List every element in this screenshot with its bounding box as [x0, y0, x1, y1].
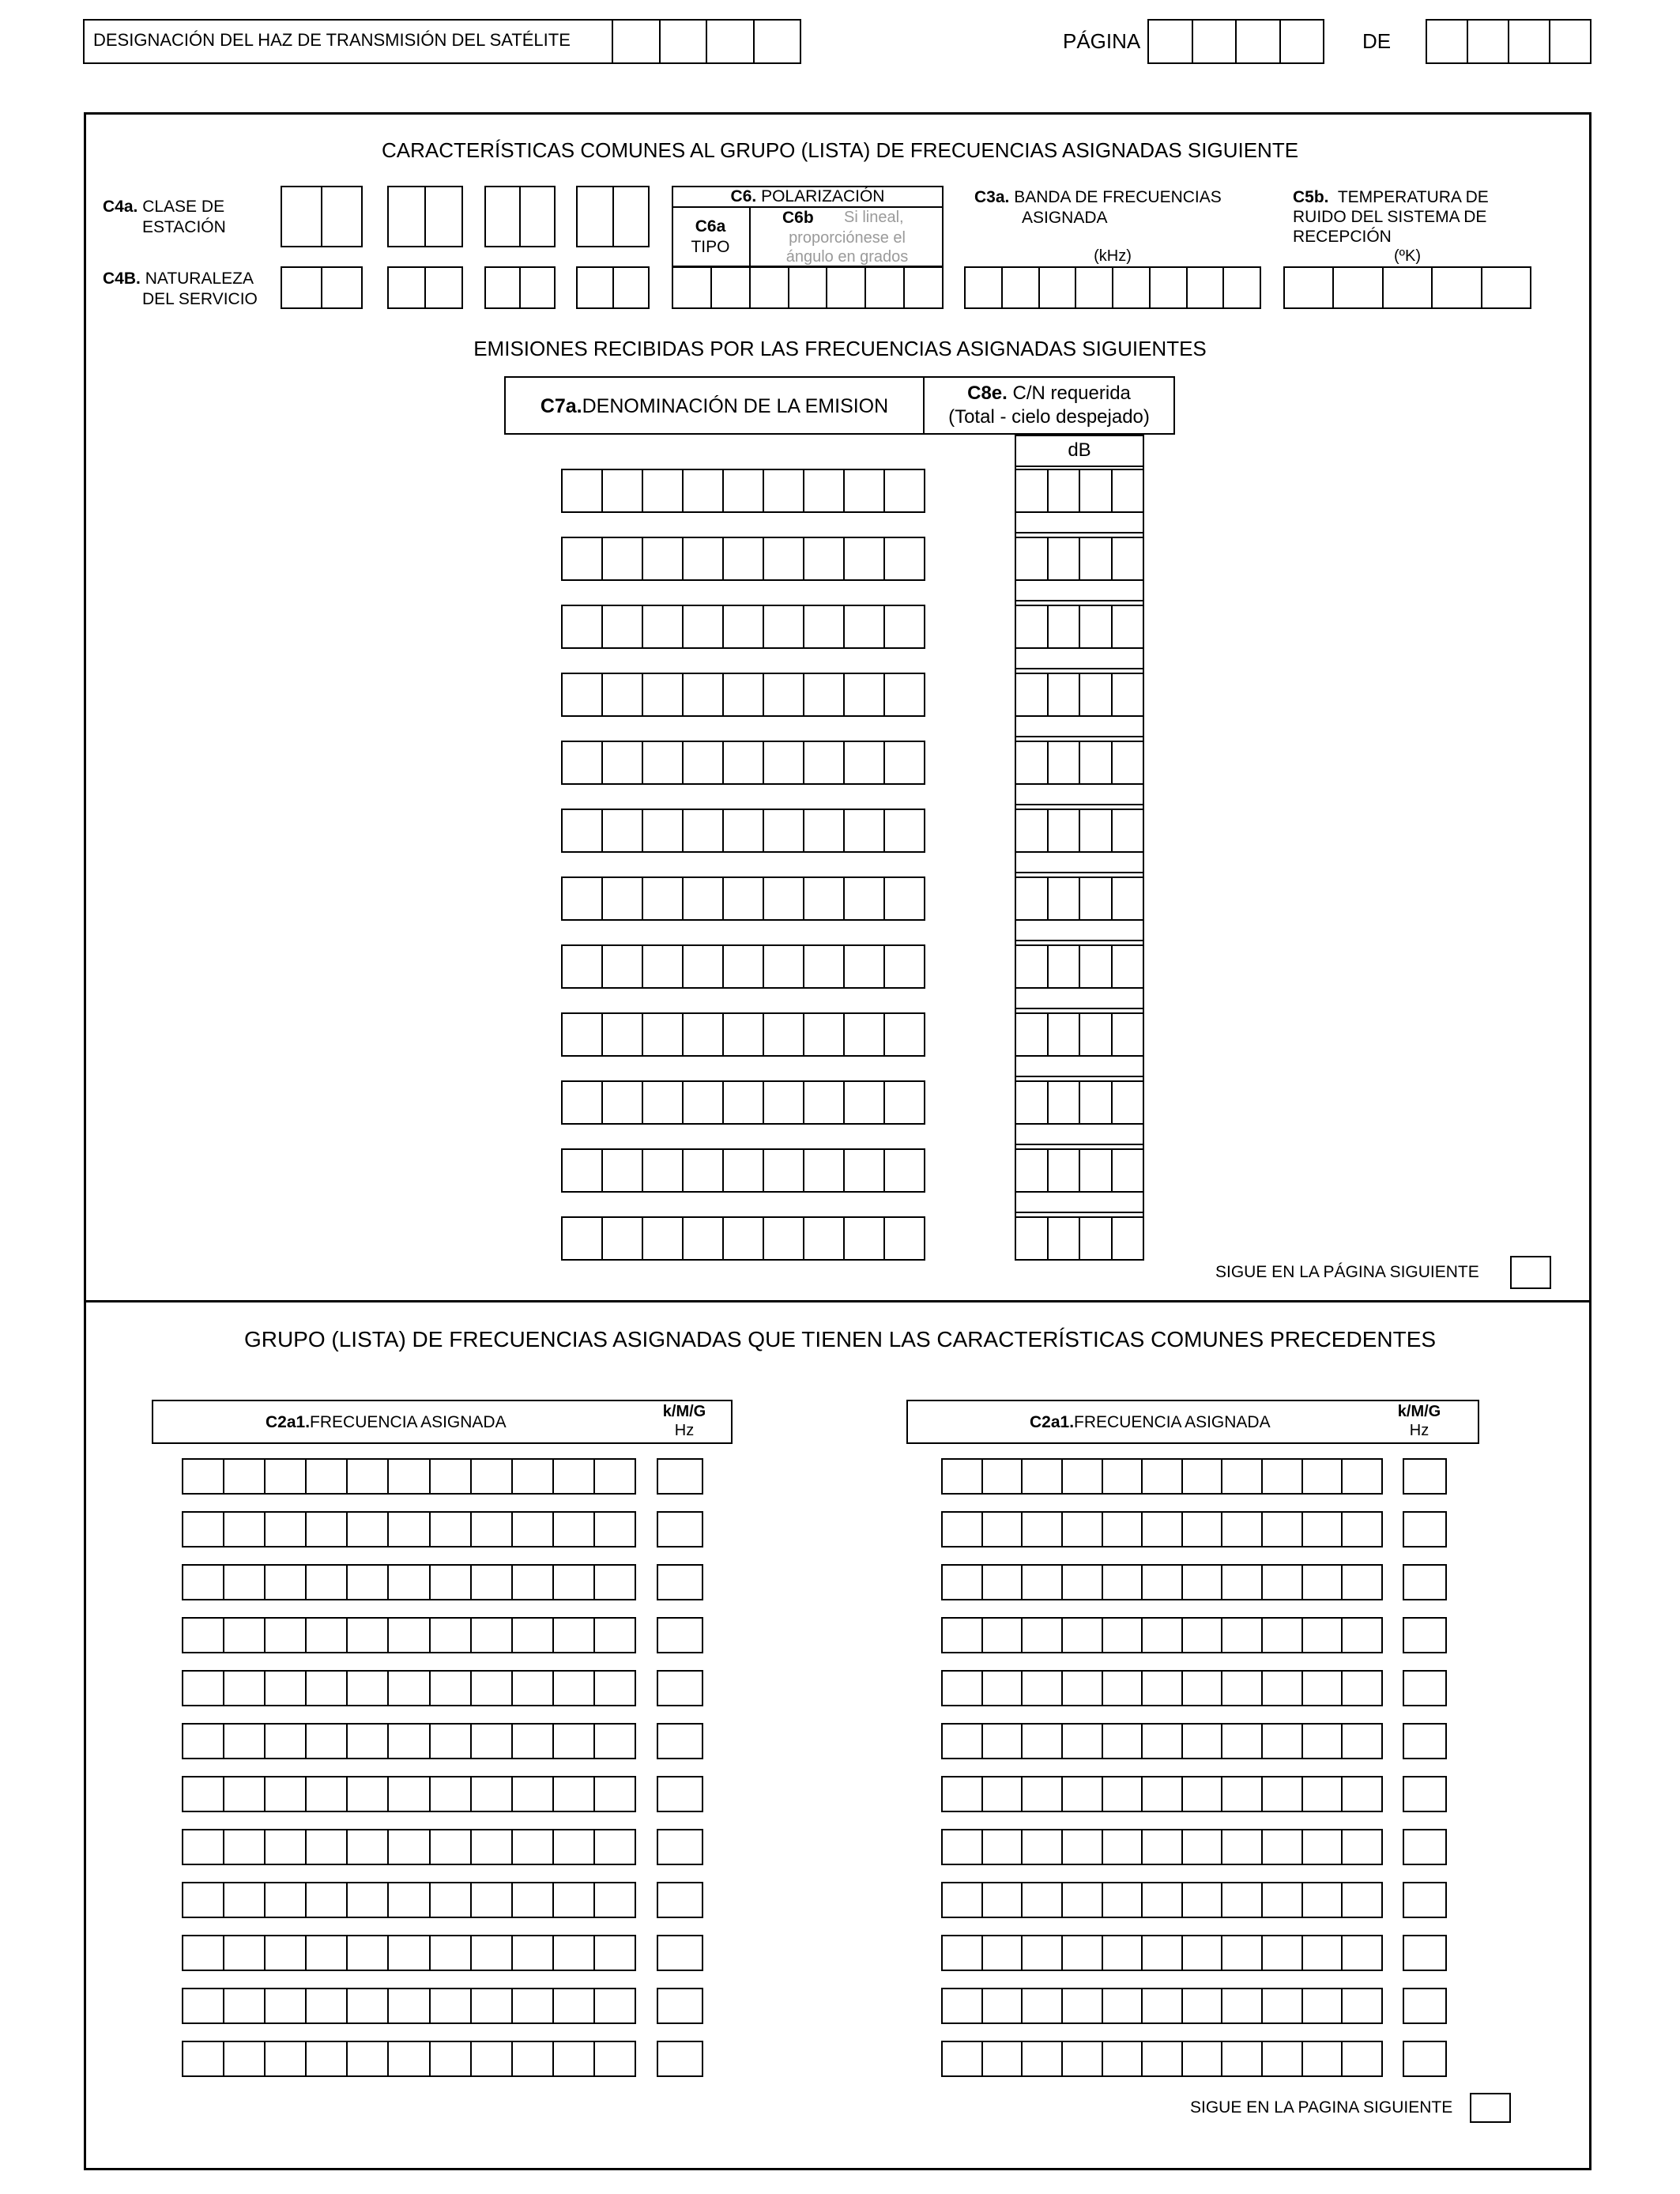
cn-required-input[interactable]: [1015, 469, 1144, 513]
freq-header-right-unit: k/M/G Hz: [1397, 1403, 1441, 1439]
c6-header-divider: [672, 206, 944, 208]
c3a-label: C3a. BANDA DE FRECUENCIAS ASIGNADA: [974, 188, 1222, 227]
unit-input-left[interactable]: [657, 1458, 703, 1495]
c8e-label: C8e. C/N requerida (Total - cielo despejado): [948, 383, 1150, 428]
db-row-separator: [1015, 940, 1144, 941]
unit-input-left[interactable]: [657, 1776, 703, 1812]
unit-input-right[interactable]: [1403, 1564, 1447, 1600]
db-row-separator: [1015, 872, 1144, 873]
emission-designation-input[interactable]: [561, 944, 925, 989]
c4a-input-4[interactable]: [576, 186, 650, 247]
unit-input-left[interactable]: [657, 1723, 703, 1759]
c6b-hint-1: Si lineal,: [844, 209, 904, 226]
c4a-label: C4a. CLASE DE ESTACIÓN: [103, 198, 226, 236]
frequency-input-right[interactable]: [941, 1829, 1383, 1865]
c4b-input-4[interactable]: [576, 266, 650, 309]
cn-required-input[interactable]: [1015, 1080, 1144, 1125]
emission-designation-input[interactable]: [561, 673, 925, 717]
frequency-input-left[interactable]: [182, 1776, 636, 1812]
frequency-input-left[interactable]: [182, 1988, 636, 2024]
emission-designation-input[interactable]: [561, 741, 925, 785]
unit-input-right[interactable]: [1403, 2041, 1447, 2077]
freq-header-left-label: C2a1.FRECUENCIA ASIGNADA: [266, 1413, 507, 1431]
c4a-input-1[interactable]: [281, 186, 363, 247]
cn-required-input[interactable]: [1015, 537, 1144, 581]
c7a-label: C7a.DENOMINACIÓN DE LA EMISION: [540, 395, 889, 417]
frequency-input-right[interactable]: [941, 1988, 1383, 2024]
frequency-input-right[interactable]: [941, 1882, 1383, 1918]
cn-required-input[interactable]: [1015, 741, 1144, 785]
page-label: PÁGINA: [1063, 29, 1141, 53]
db-row-separator: [1015, 804, 1144, 805]
cn-required-input[interactable]: [1015, 1012, 1144, 1057]
section2-continue-label: SIGUE EN LA PAGINA SIGUIENTE: [1190, 2098, 1453, 2117]
c4a-input-3[interactable]: [484, 186, 556, 247]
cn-required-input[interactable]: [1015, 1148, 1144, 1193]
c4a-input-2[interactable]: [387, 186, 463, 247]
unit-input-left[interactable]: [657, 1882, 703, 1918]
db-row-separator: [1015, 1076, 1144, 1077]
db-row-separator: [1015, 1008, 1144, 1009]
unit-input-right[interactable]: [1403, 1882, 1447, 1918]
frequency-input-right[interactable]: [941, 1776, 1383, 1812]
c5b-input[interactable]: [1283, 266, 1531, 309]
unit-input-right[interactable]: [1403, 1723, 1447, 1759]
db-row-separator: [1015, 532, 1144, 533]
c4b-label: C4B. NATURALEZA DEL SERVICIO: [103, 270, 258, 308]
c5b-unit: (ºK): [1394, 247, 1421, 265]
frequency-input-left[interactable]: [182, 1617, 636, 1653]
section2-title: GRUPO (LISTA) DE FRECUENCIAS ASIGNADAS QUE TIENEN LAS CARACTERÍSTICAS COMUNES PRECEDENTES: [243, 1327, 1437, 1351]
frequency-input-right[interactable]: [941, 1670, 1383, 1706]
db-row-separator: [1015, 668, 1144, 669]
emission-designation-input[interactable]: [561, 537, 925, 581]
of-label: DE: [1362, 29, 1392, 53]
frequency-input-left[interactable]: [182, 1882, 636, 1918]
c6b-code: C6b: [782, 209, 814, 227]
emission-designation-input[interactable]: [561, 876, 925, 921]
c3a-unit: (kHz): [1094, 247, 1132, 265]
frequency-input-left[interactable]: [182, 1723, 636, 1759]
unit-input-right[interactable]: [1403, 1670, 1447, 1706]
emission-designation-input[interactable]: [561, 1148, 925, 1193]
frequency-input-left[interactable]: [182, 1829, 636, 1865]
cn-required-input[interactable]: [1015, 1216, 1144, 1261]
frequency-input-left[interactable]: [182, 1511, 636, 1547]
c3a-input[interactable]: [964, 266, 1261, 309]
frequency-input-right[interactable]: [941, 1617, 1383, 1653]
db-row-separator: [1015, 1212, 1144, 1213]
c6a-label: C6a TIPO: [691, 217, 730, 256]
c4b-input-1[interactable]: [281, 266, 363, 309]
c6-input[interactable]: [672, 266, 944, 309]
page-total-input[interactable]: [1426, 19, 1591, 64]
page-number-input[interactable]: [1147, 19, 1324, 64]
unit-input-right[interactable]: [1403, 1511, 1447, 1547]
c6b-hint-2: proporciónese el: [789, 229, 906, 247]
unit-input-left[interactable]: [657, 1617, 703, 1653]
db-row-separator: [1015, 600, 1144, 601]
beam-designation-label: DESIGNACIÓN DEL HAZ DE TRANSMISIÓN DEL SATÉLITE: [93, 30, 571, 50]
unit-input-right[interactable]: [1403, 1776, 1447, 1812]
unit-input-right[interactable]: [1403, 1935, 1447, 1971]
frequency-input-left[interactable]: [182, 1935, 636, 1971]
frequency-input-left[interactable]: [182, 2041, 636, 2077]
cn-required-input[interactable]: [1015, 605, 1144, 649]
db-row-separator: [1015, 736, 1144, 737]
emission-designation-input[interactable]: [561, 809, 925, 853]
frequency-input-right[interactable]: [941, 1564, 1383, 1600]
cn-required-input[interactable]: [1015, 809, 1144, 853]
c4b-input-2[interactable]: [387, 266, 463, 309]
c6-label: C6. POLARIZACIÓN: [730, 187, 885, 205]
frequency-input-right[interactable]: [941, 1723, 1383, 1759]
frequency-input-left[interactable]: [182, 1458, 636, 1495]
unit-input-right[interactable]: [1403, 1988, 1447, 2024]
emission-designation-input[interactable]: [561, 469, 925, 513]
unit-input-left[interactable]: [657, 1829, 703, 1865]
db-header-divider: [1015, 466, 1144, 467]
db-label: dB: [1068, 439, 1091, 461]
unit-input-left[interactable]: [657, 1988, 703, 2024]
cn-required-input[interactable]: [1015, 944, 1144, 989]
section-divider: [84, 1300, 1591, 1302]
section1-continue-label: SIGUE EN LA PÁGINA SIGUIENTE: [1215, 1263, 1479, 1281]
section2-continue-checkbox[interactable]: [1470, 2093, 1511, 2123]
emission-designation-input[interactable]: [561, 1216, 925, 1261]
frequency-input-left[interactable]: [182, 1564, 636, 1600]
unit-input-left[interactable]: [657, 1935, 703, 1971]
frequency-input-left[interactable]: [182, 1670, 636, 1706]
c6b-hint-3: ángulo en grados: [785, 248, 909, 266]
unit-input-left[interactable]: [657, 2041, 703, 2077]
emission-designation-input[interactable]: [561, 1012, 925, 1057]
unit-input-left[interactable]: [657, 1511, 703, 1547]
cn-required-input[interactable]: [1015, 876, 1144, 921]
freq-header-right-label: C2a1.FRECUENCIA ASIGNADA: [1030, 1413, 1271, 1431]
cn-required-input[interactable]: [1015, 673, 1144, 717]
frequency-input-right[interactable]: [941, 1458, 1383, 1495]
freq-header-left-unit: k/M/G Hz: [662, 1403, 706, 1439]
db-row-separator: [1015, 1144, 1144, 1145]
unit-input-right[interactable]: [1403, 1829, 1447, 1865]
c4b-input-3[interactable]: [484, 266, 556, 309]
section1-title: CARACTERÍSTICAS COMUNES AL GRUPO (LISTA) DE FRECUENCIAS ASIGNADAS SIGUIENTE: [381, 138, 1299, 162]
emissions-title: EMISIONES RECIBIDAS POR LAS FRECUENCIAS ASIGNADAS SIGUIENTES: [473, 337, 1207, 360]
beam-designation-input[interactable]: [612, 19, 801, 64]
frequency-input-right[interactable]: [941, 1511, 1383, 1547]
emission-designation-input[interactable]: [561, 1080, 925, 1125]
frequency-input-right[interactable]: [941, 2041, 1383, 2077]
unit-input-right[interactable]: [1403, 1617, 1447, 1653]
frequency-input-right[interactable]: [941, 1935, 1383, 1971]
emission-designation-input[interactable]: [561, 605, 925, 649]
c5b-label: C5b. TEMPERATURA DE RUIDO DEL SISTEMA DE RECEPCIÓN: [1293, 188, 1489, 246]
unit-input-right[interactable]: [1403, 1458, 1447, 1495]
unit-input-left[interactable]: [657, 1670, 703, 1706]
unit-input-left[interactable]: [657, 1564, 703, 1600]
section1-continue-checkbox[interactable]: [1510, 1256, 1551, 1289]
